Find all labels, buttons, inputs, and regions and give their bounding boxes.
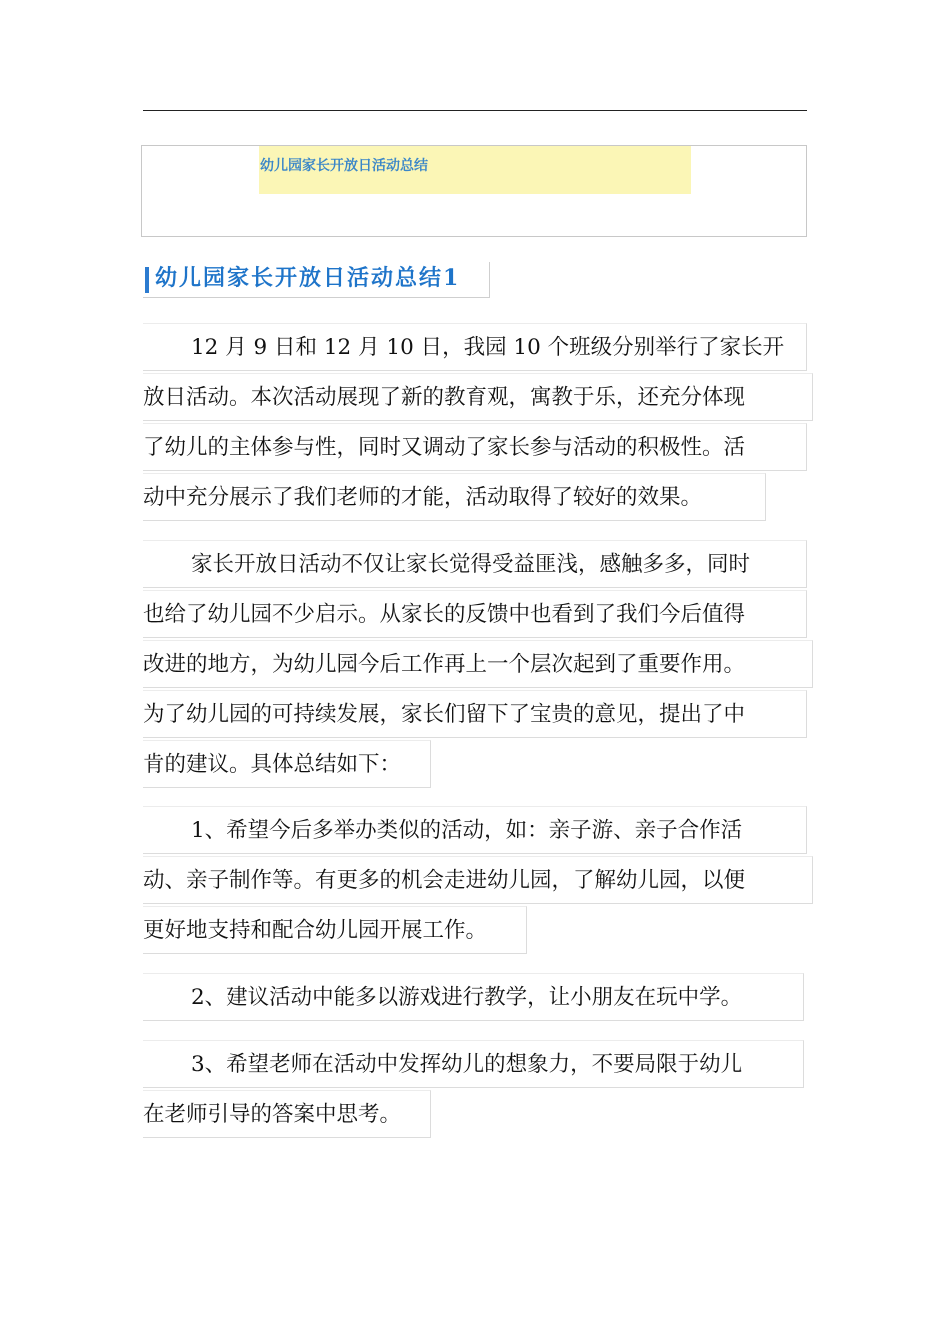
- paragraph-2: [143, 540, 750, 790]
- title-box: [141, 145, 807, 237]
- paragraph-3: [143, 806, 745, 956]
- section-heading: 幼儿园家长开放日活动总结1: [155, 265, 461, 291]
- paragraph-line: 1、希望今后多举办类似的活动，如：亲子游、亲子合作活: [143, 806, 745, 856]
- top-rule: [143, 110, 807, 111]
- paragraph-line: 更好地支持和配合幼儿园开展工作。: [143, 906, 745, 956]
- section-heading-box: [143, 262, 490, 298]
- paragraph-line: 改进的地方，为幼儿园今后工作再上一个层次起到了重要作用。: [143, 640, 750, 690]
- paragraph-line: 动、亲子制作等。有更多的机会走进幼儿园，了解幼儿园，以便: [143, 856, 745, 906]
- paragraph-line: 12 月 9 日和 12 月 10 日，我园 10 个班级分别举行了家长开: [143, 323, 784, 373]
- heading-marker: [145, 267, 149, 293]
- paragraph-line: 肯的建议。具体总结如下：: [143, 740, 750, 790]
- doc-title: 幼儿园家长开放日活动总结: [260, 158, 428, 174]
- paragraph-line: 放日活动。本次活动展现了新的教育观，寓教于乐，还充分体现: [143, 373, 784, 423]
- paragraph-5: [143, 1040, 742, 1140]
- paragraph-line: 了幼儿的主体参与性，同时又调动了家长参与活动的积极性。活: [143, 423, 784, 473]
- paragraph-line: 也给了幼儿园不少启示。从家长的反馈中也看到了我们今后值得: [143, 590, 750, 640]
- paragraph-line: 3、希望老师在活动中发挥幼儿的想象力，不要局限于幼儿: [143, 1040, 742, 1090]
- paragraph-1: [143, 323, 784, 523]
- paragraph-line: 动中充分展示了我们老师的才能，活动取得了较好的效果。: [143, 473, 784, 523]
- paragraph-4: [143, 973, 742, 1023]
- paragraph-line: 在老师引导的答案中思考。: [143, 1090, 742, 1140]
- paragraph-line: 为了幼儿园的可持续发展，家长们留下了宝贵的意见，提出了中: [143, 690, 750, 740]
- paragraph-line: 2、建议活动中能多以游戏进行教学，让小朋友在玩中学。: [143, 973, 742, 1023]
- paragraph-line: 家长开放日活动不仅让家长觉得受益匪浅，感触多多，同时: [143, 540, 750, 590]
